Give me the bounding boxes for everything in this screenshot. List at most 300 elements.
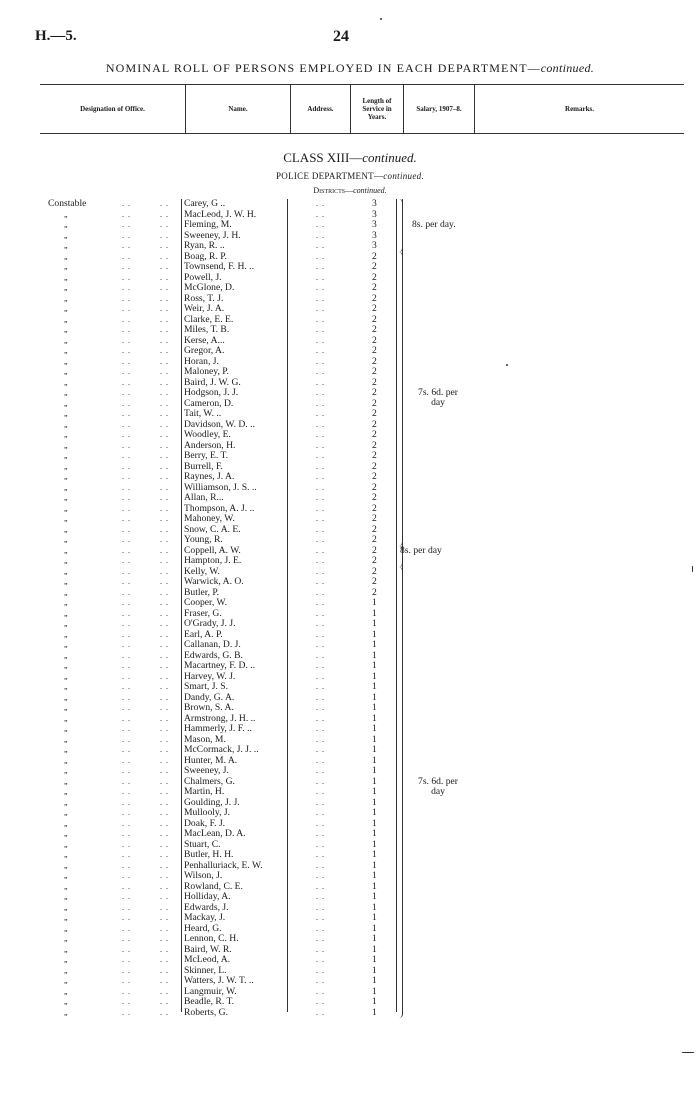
- table-row: [0, 598, 700, 609]
- address-dots: . .: [316, 398, 325, 408]
- name-cell: Woodley, E.: [184, 429, 231, 440]
- designation-cell: „: [64, 724, 68, 733]
- table-row: [0, 252, 700, 263]
- leader-dots: . .: [122, 398, 131, 408]
- leader-dots: . .: [122, 220, 131, 229]
- table-row: [0, 283, 700, 294]
- districts-continued: continued.: [353, 186, 387, 195]
- leader-dots: . .: [122, 776, 131, 786]
- leader-dots: . .: [122, 440, 131, 450]
- designation-cell: „: [64, 661, 68, 670]
- address-dots: . .: [316, 314, 325, 324]
- address-dots: . .: [316, 335, 325, 345]
- designation-cell: „: [64, 839, 68, 849]
- name-cell: McGlone, D.: [184, 282, 235, 293]
- years-cell: 1: [372, 786, 377, 797]
- leader-dots: . .: [160, 251, 169, 261]
- table-row: [0, 808, 700, 819]
- table-row: [0, 1008, 700, 1019]
- name-cell: McCormack, J. J. ..: [184, 744, 259, 755]
- department-label: POLICE DEPARTMENT—: [275, 171, 384, 181]
- designation-cell: „: [64, 734, 68, 744]
- designation-cell: „: [64, 514, 68, 523]
- table-row: [0, 357, 700, 368]
- table-row: [0, 819, 700, 830]
- leader-dots: . .: [160, 776, 169, 786]
- name-cell: Harvey, W. J.: [184, 670, 236, 682]
- table-row: [0, 535, 700, 546]
- designation-cell: „: [64, 325, 68, 334]
- years-cell: 1: [372, 859, 377, 871]
- leader-dots: . .: [160, 335, 169, 345]
- address-dots: . .: [316, 923, 325, 933]
- leader-dots: . .: [122, 283, 131, 292]
- leader-dots: . .: [160, 829, 169, 838]
- address-dots: . .: [316, 230, 325, 240]
- title-main: NOMINAL ROLL OF PERSONS EMPLOYED IN EACH DEPARTMENT—: [105, 61, 541, 75]
- name-cell: Holliday, A.: [184, 891, 231, 902]
- table-row: [0, 661, 700, 672]
- table-row: [0, 987, 700, 998]
- name-cell: Cameron, D.: [184, 397, 234, 409]
- table-row: [0, 882, 700, 893]
- address-dots: . .: [316, 766, 325, 775]
- table-row: [0, 483, 700, 494]
- leader-dots: . .: [122, 808, 131, 817]
- leader-dots: . .: [122, 314, 131, 324]
- leader-dots: . .: [160, 671, 169, 681]
- table-row: [0, 640, 700, 651]
- name-cell: Ross, T. J.: [184, 292, 224, 304]
- address-dots: . .: [316, 703, 325, 712]
- table-row: [0, 409, 700, 420]
- leader-dots: . .: [160, 325, 169, 334]
- name-cell: Tait, W. ..: [184, 408, 222, 419]
- leader-dots: . .: [122, 251, 131, 261]
- years-cell: 2: [372, 450, 377, 461]
- years-cell: 2: [372, 366, 377, 377]
- table-row: [0, 472, 700, 483]
- address-dots: . .: [316, 556, 325, 565]
- address-dots: . .: [316, 199, 325, 208]
- leader-dots: . .: [160, 241, 169, 250]
- name-cell: Armstrong, J. H. ..: [184, 712, 256, 724]
- leader-dots: . .: [160, 356, 169, 366]
- leader-dots: . .: [122, 335, 131, 345]
- years-cell: 1: [372, 649, 377, 661]
- leader-dots: . .: [122, 325, 131, 334]
- years-cell: 1: [372, 597, 377, 608]
- leader-dots: . .: [160, 629, 169, 639]
- designation-cell: Constable: [48, 198, 87, 209]
- address-dots: . .: [316, 661, 325, 670]
- designation-cell: „: [64, 461, 68, 471]
- designation-cell: „: [64, 346, 68, 355]
- address-dots: . .: [316, 598, 325, 607]
- leader-dots: . .: [122, 692, 131, 702]
- leader-dots: . .: [122, 787, 131, 796]
- leader-dots: . .: [160, 661, 169, 670]
- designation-cell: „: [64, 577, 68, 586]
- salary-label: 7s. 6d. per day: [418, 775, 458, 797]
- leader-dots: . .: [122, 293, 131, 303]
- leader-dots: . .: [122, 346, 131, 355]
- table-row: [0, 619, 700, 630]
- name-cell: Penhalluriack, E. W.: [184, 859, 263, 871]
- designation-cell: „: [64, 535, 68, 544]
- years-cell: 2: [372, 492, 377, 503]
- leader-dots: . .: [122, 986, 131, 996]
- years-cell: 3: [372, 229, 377, 241]
- leader-dots: . .: [122, 661, 131, 670]
- address-dots: . .: [316, 682, 325, 691]
- address-dots: . .: [316, 545, 325, 555]
- years-cell: 2: [372, 429, 377, 440]
- designation-cell: „: [64, 902, 68, 912]
- address-dots: . .: [316, 724, 325, 733]
- designation-cell: „: [64, 745, 68, 754]
- table-row: [0, 892, 700, 903]
- years-cell: 1: [372, 807, 377, 818]
- col-header-address: Address.: [307, 105, 334, 113]
- title-continued: continued.: [540, 61, 595, 75]
- table-row: [0, 798, 700, 809]
- salary-brace: [398, 567, 403, 1019]
- address-dots: . .: [316, 514, 325, 523]
- name-cell: Kerse, A...: [184, 334, 225, 346]
- designation-cell: „: [64, 524, 68, 534]
- leader-dots: . .: [122, 409, 131, 418]
- salary-label: 7s. 6d. per day: [418, 387, 458, 408]
- leader-dots: . .: [122, 304, 131, 313]
- designation-cell: „: [64, 986, 68, 996]
- designation-cell: „: [64, 482, 68, 492]
- designation-cell: „: [64, 587, 68, 597]
- leader-dots: . .: [160, 839, 169, 849]
- address-dots: . .: [316, 671, 325, 681]
- designation-cell: „: [64, 367, 68, 376]
- name-cell: Snow, C. A. E.: [184, 523, 241, 535]
- leader-dots: . .: [160, 682, 169, 691]
- address-dots: . .: [316, 986, 325, 996]
- years-cell: 2: [372, 555, 377, 566]
- years-cell: 1: [372, 744, 377, 755]
- name-cell: Gregor, A.: [184, 345, 225, 356]
- salary-label: 8s. per day.: [412, 219, 456, 230]
- years-cell: 2: [372, 408, 377, 419]
- years-cell: 1: [372, 954, 377, 965]
- address-dots: . .: [316, 881, 325, 891]
- address-dots: . .: [316, 944, 325, 954]
- table-row: [0, 220, 700, 231]
- years-cell: 1: [372, 681, 377, 692]
- designation-cell: „: [64, 619, 68, 628]
- leader-dots: . .: [122, 230, 131, 240]
- leader-dots: . .: [160, 1007, 169, 1017]
- leader-dots: . .: [122, 356, 131, 366]
- address-dots: . .: [316, 955, 325, 964]
- leader-dots: . .: [160, 304, 169, 313]
- name-cell: Skinner, L.: [184, 964, 227, 976]
- designation-cell: „: [64, 913, 68, 922]
- leader-dots: . .: [122, 535, 131, 544]
- name-cell: Edwards, G. B.: [184, 649, 243, 661]
- table-row: [0, 210, 700, 221]
- years-cell: 2: [372, 313, 377, 325]
- table-row: [0, 399, 700, 410]
- designation-cell: „: [64, 377, 68, 387]
- leader-dots: . .: [160, 388, 169, 397]
- designation-cell: „: [64, 892, 68, 901]
- years-cell: 1: [372, 712, 377, 724]
- leader-dots: . .: [122, 461, 131, 471]
- designation-cell: „: [64, 629, 68, 639]
- table-row: [0, 588, 700, 599]
- name-cell: Berry, E. T.: [184, 450, 229, 461]
- leader-dots: . .: [122, 839, 131, 849]
- years-cell: 2: [372, 460, 377, 472]
- ink-speck: [380, 18, 382, 20]
- years-cell: 2: [372, 282, 377, 293]
- years-cell: 1: [372, 964, 377, 976]
- designation-cell: „: [64, 314, 68, 324]
- designation-cell: „: [64, 230, 68, 240]
- address-dots: . .: [316, 566, 325, 576]
- table-row: [0, 724, 700, 735]
- name-cell: Thompson, A. J. ..: [184, 502, 255, 514]
- name-cell: Young, R.: [184, 534, 223, 545]
- table-row: [0, 703, 700, 714]
- leader-dots: . .: [122, 745, 131, 754]
- leader-dots: . .: [122, 209, 131, 219]
- leader-dots: . .: [160, 587, 169, 597]
- designation-cell: „: [64, 934, 68, 943]
- years-cell: 1: [372, 975, 377, 986]
- designation-cell: „: [64, 209, 68, 219]
- leader-dots: . .: [122, 797, 131, 807]
- ink-speck: [506, 364, 508, 366]
- leader-dots: . .: [122, 755, 131, 765]
- leader-dots: . .: [160, 398, 169, 408]
- name-cell: Clarke, E. E.: [184, 313, 234, 325]
- years-cell: 2: [372, 334, 377, 346]
- designation-cell: „: [64, 787, 68, 796]
- name-cell: Miles, T. B.: [184, 324, 230, 335]
- address-dots: . .: [316, 650, 325, 660]
- leader-dots: . .: [122, 871, 131, 880]
- address-dots: . .: [316, 388, 325, 397]
- name-cell: Coppell, A. W.: [184, 544, 241, 556]
- years-cell: 1: [372, 670, 377, 682]
- leader-dots: . .: [160, 892, 169, 901]
- leader-dots: . .: [122, 818, 131, 828]
- leader-dots: . .: [122, 902, 131, 912]
- name-cell: Burrell, F.: [184, 460, 223, 472]
- years-cell: 1: [372, 922, 377, 934]
- leader-dots: . .: [122, 556, 131, 565]
- address-dots: . .: [316, 755, 325, 765]
- leader-dots: . .: [160, 923, 169, 933]
- address-dots: . .: [316, 860, 325, 870]
- address-dots: . .: [316, 503, 325, 513]
- address-dots: . .: [316, 535, 325, 544]
- name-cell: Carey, G ..: [184, 198, 226, 209]
- address-dots: . .: [316, 409, 325, 418]
- leader-dots: . .: [122, 976, 131, 985]
- leader-dots: . .: [160, 650, 169, 660]
- name-cell: Brown, S. A.: [184, 702, 234, 713]
- leader-dots: . .: [160, 703, 169, 712]
- leader-dots: . .: [122, 766, 131, 775]
- name-cell: Mahoney, W.: [184, 513, 235, 524]
- years-cell: 1: [372, 660, 377, 671]
- name-cell: Beadle, R. T.: [184, 996, 235, 1007]
- designation-cell: „: [64, 682, 68, 691]
- address-dots: . .: [316, 241, 325, 250]
- years-cell: 1: [372, 765, 377, 776]
- name-cell: Edwards, J.: [184, 901, 229, 913]
- leader-dots: . .: [160, 608, 169, 618]
- years-cell: 2: [372, 324, 377, 335]
- table-row: [0, 756, 700, 767]
- name-cell: Sweeney, J.: [184, 765, 229, 776]
- address-dots: . .: [316, 346, 325, 355]
- designation-cell: „: [64, 797, 68, 807]
- address-dots: . .: [316, 839, 325, 849]
- leader-dots: . .: [160, 514, 169, 523]
- years-cell: 1: [372, 828, 377, 839]
- address-dots: . .: [316, 976, 325, 985]
- leader-dots: . .: [122, 587, 131, 597]
- table-row: [0, 966, 700, 977]
- designation-cell: „: [64, 356, 68, 366]
- table-row: [0, 304, 700, 315]
- years-cell: 2: [372, 481, 377, 493]
- leader-dots: . .: [160, 913, 169, 922]
- leader-dots: . .: [160, 577, 169, 586]
- leader-dots: . .: [122, 262, 131, 271]
- designation-cell: „: [64, 566, 68, 576]
- leader-dots: . .: [160, 503, 169, 513]
- leader-dots: . .: [122, 619, 131, 628]
- table-row: [0, 913, 700, 924]
- districts-heading: [0, 186, 700, 195]
- leader-dots: . .: [122, 524, 131, 534]
- leader-dots: . .: [122, 629, 131, 639]
- designation-cell: „: [64, 220, 68, 229]
- name-cell: Hampton, J. E.: [184, 555, 242, 566]
- leader-dots: . .: [160, 640, 169, 649]
- leader-dots: . .: [122, 913, 131, 922]
- designation-cell: „: [64, 472, 68, 481]
- years-cell: 1: [372, 838, 377, 850]
- years-cell: 2: [372, 387, 377, 398]
- name-cell: Baird, W. R.: [184, 943, 232, 955]
- table-row: [0, 378, 700, 389]
- name-cell: MacLeod, J. W. H.: [184, 208, 257, 220]
- address-dots: . .: [316, 997, 325, 1006]
- address-dots: . .: [316, 325, 325, 334]
- leader-dots: . .: [160, 535, 169, 544]
- name-cell: Mullooly, J.: [184, 807, 231, 818]
- designation-cell: „: [64, 419, 68, 429]
- leader-dots: . .: [160, 461, 169, 471]
- leader-dots: . .: [160, 419, 169, 429]
- table-row: [0, 787, 700, 798]
- name-cell: Sweeney, J. H.: [184, 229, 241, 241]
- table-row: [0, 241, 700, 252]
- designation-cell: „: [64, 818, 68, 828]
- years-cell: 3: [372, 219, 377, 230]
- table-row: [0, 346, 700, 357]
- leader-dots: . .: [160, 209, 169, 219]
- name-cell: Roberts, G.: [184, 1006, 228, 1018]
- years-cell: 1: [372, 996, 377, 1007]
- leader-dots: . .: [160, 230, 169, 240]
- leader-dots: . .: [122, 703, 131, 712]
- leader-dots: . .: [160, 283, 169, 292]
- address-dots: . .: [316, 577, 325, 586]
- years-cell: 2: [372, 271, 377, 283]
- name-cell: Mackay, J.: [184, 912, 226, 923]
- years-cell: 1: [372, 870, 377, 881]
- years-cell: 2: [372, 523, 377, 535]
- name-cell: Fleming, M.: [184, 219, 232, 230]
- salary-label: 8s. per day: [400, 544, 442, 556]
- leader-dots: . .: [160, 818, 169, 828]
- leader-dots: . .: [122, 934, 131, 943]
- leader-dots: . .: [122, 419, 131, 429]
- table-row: [0, 441, 700, 452]
- leader-dots: . .: [160, 965, 169, 975]
- leader-dots: . .: [122, 272, 131, 282]
- designation-cell: „: [64, 272, 68, 282]
- name-cell: Callanan, D. J.: [184, 639, 241, 650]
- address-dots: . .: [316, 493, 325, 502]
- years-cell: 1: [372, 639, 377, 650]
- table-row: [0, 945, 700, 956]
- designation-cell: „: [64, 451, 68, 460]
- leader-dots: . .: [160, 524, 169, 534]
- name-cell: Doak, F. J.: [184, 817, 226, 829]
- table-row: [0, 336, 700, 347]
- designation-cell: „: [64, 440, 68, 450]
- leader-dots: . .: [160, 472, 169, 481]
- leader-dots: . .: [160, 493, 169, 502]
- years-cell: 2: [372, 397, 377, 409]
- designation-cell: „: [64, 293, 68, 303]
- designation-cell: „: [64, 965, 68, 975]
- leader-dots: . .: [160, 850, 169, 859]
- designation-cell: „: [64, 755, 68, 765]
- leader-dots: . .: [160, 797, 169, 807]
- designation-cell: „: [64, 608, 68, 618]
- leader-dots: . .: [122, 577, 131, 586]
- years-cell: 1: [372, 796, 377, 808]
- years-cell: 3: [372, 208, 377, 220]
- years-cell: 2: [372, 471, 377, 482]
- years-cell: 2: [372, 513, 377, 524]
- leader-dots: . .: [160, 734, 169, 744]
- name-cell: Butler, P.: [184, 586, 220, 598]
- leader-dots: . .: [122, 682, 131, 691]
- leader-dots: . .: [122, 566, 131, 576]
- table-row: [0, 556, 700, 567]
- designation-cell: „: [64, 556, 68, 565]
- leader-dots: . .: [160, 293, 169, 303]
- leader-dots: . .: [160, 262, 169, 271]
- name-cell: Smart, J. S.: [184, 681, 228, 692]
